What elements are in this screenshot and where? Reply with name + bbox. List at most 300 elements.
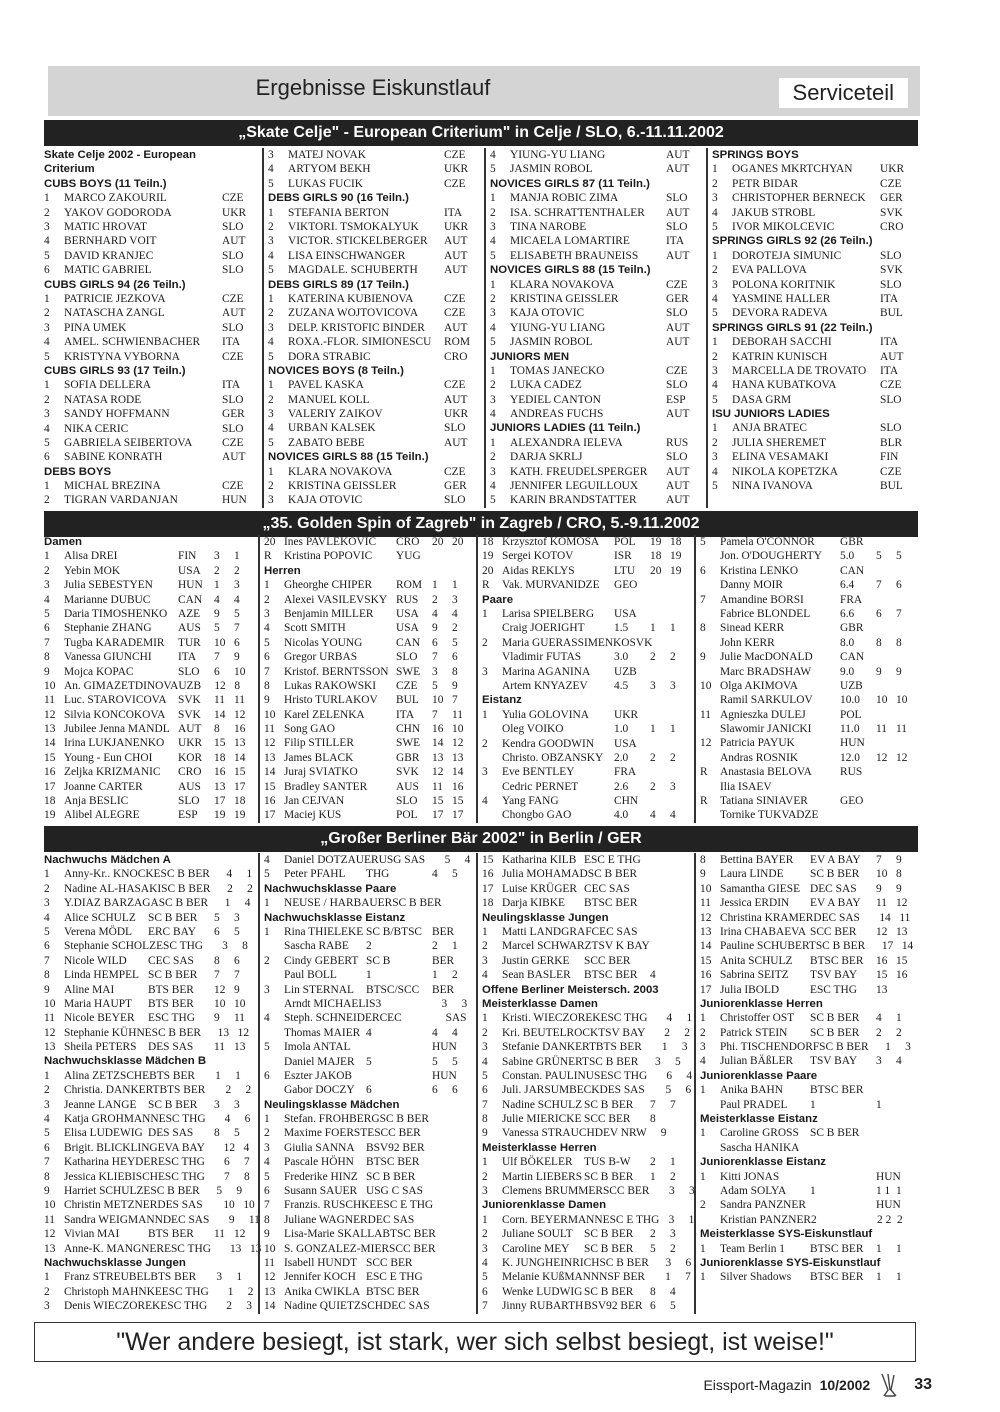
result-row bbox=[44, 939, 254, 953]
country-or-club: POL bbox=[840, 708, 862, 721]
athlete-name: Kristian PANZNER bbox=[720, 1213, 812, 1226]
score-2 bbox=[896, 794, 916, 808]
score-2: 2 bbox=[245, 1084, 252, 1097]
athlete-name: PINA UMEK bbox=[64, 321, 127, 334]
score-2 bbox=[896, 1083, 916, 1097]
score-1 bbox=[876, 650, 896, 664]
rank: 3 bbox=[712, 192, 718, 205]
rank: 15 bbox=[264, 780, 276, 793]
score-1: 17 bbox=[881, 940, 894, 953]
score-2: 2 bbox=[670, 1170, 676, 1183]
score-2: 8 bbox=[896, 868, 902, 881]
result-row bbox=[268, 421, 480, 435]
result-row bbox=[44, 450, 258, 464]
athlete-name: Vanessa STRAUCH bbox=[502, 1127, 595, 1140]
rank: 4 bbox=[268, 249, 274, 262]
score-1 bbox=[876, 708, 896, 722]
country-or-club: BTSC BER bbox=[366, 1156, 420, 1169]
result-row bbox=[482, 1083, 690, 1097]
rank: 3 bbox=[44, 408, 50, 421]
athlete-name: Nadine SCHULZ bbox=[502, 1098, 583, 1111]
athlete-name: Caroline GROSS bbox=[720, 1127, 799, 1140]
score-2 bbox=[452, 1141, 472, 1155]
result-row bbox=[490, 335, 702, 349]
score-2 bbox=[670, 708, 690, 722]
country-or-club: SC B BER bbox=[158, 897, 209, 910]
result-row bbox=[482, 535, 690, 549]
athlete-name: ZABATO BEBE bbox=[288, 436, 365, 449]
result-row bbox=[264, 1112, 472, 1126]
athlete-name: Jessica KLIEBISCH bbox=[64, 1170, 158, 1183]
score-2: 6 bbox=[896, 579, 902, 592]
athlete-name: Song GAO bbox=[284, 723, 335, 736]
country-or-club: ITA bbox=[444, 206, 463, 219]
category-heading: Meisterklasse Damen bbox=[482, 997, 598, 1010]
result-row bbox=[44, 234, 258, 248]
score-2: 7 bbox=[234, 969, 240, 982]
athlete-name: DELP. KRISTOFIC BINDER bbox=[288, 321, 425, 334]
result-row bbox=[44, 578, 254, 592]
rank: 1 bbox=[700, 1127, 706, 1140]
result-row bbox=[264, 722, 472, 736]
category-heading: Meisterklasse SYS-Eiskunstlauf bbox=[700, 1228, 873, 1241]
rank: 3 bbox=[490, 465, 496, 478]
result-row bbox=[482, 780, 690, 794]
score-1: 1 bbox=[215, 1069, 221, 1082]
score-1 bbox=[650, 665, 670, 679]
rank: 2 bbox=[490, 379, 496, 392]
score-1: 1 bbox=[227, 1285, 234, 1298]
athlete-name: JASMIN ROBOL bbox=[510, 336, 593, 349]
results-column bbox=[258, 535, 476, 823]
athlete-name: Oleg VOIKO bbox=[502, 723, 564, 736]
result-row bbox=[268, 436, 480, 450]
country-or-club: SC B BER bbox=[810, 1012, 860, 1025]
score-1: 2 bbox=[650, 1228, 656, 1241]
rank bbox=[700, 751, 720, 765]
result-row bbox=[268, 493, 480, 507]
rank: 9 bbox=[264, 694, 270, 707]
country-or-club: HUN bbox=[840, 737, 865, 750]
score-2: 4 bbox=[670, 809, 676, 822]
rank: 4 bbox=[264, 1156, 270, 1169]
score-1: 9 bbox=[876, 665, 882, 678]
country-or-club: SCC BER bbox=[389, 1242, 436, 1255]
country-or-club: USA bbox=[614, 737, 637, 750]
rank: 13 bbox=[264, 1285, 276, 1298]
category-heading: Juniorenklasse SYS-Eiskunstlauf bbox=[700, 1257, 881, 1270]
score-2: 3 bbox=[234, 911, 240, 924]
country-or-club: SC B BER bbox=[150, 1185, 200, 1198]
rank: 5 bbox=[490, 249, 496, 262]
athlete-name: NINA IVANOVA bbox=[732, 480, 813, 493]
score-2: 10 bbox=[452, 723, 464, 736]
score-2: 2 bbox=[234, 564, 240, 577]
results-column bbox=[40, 535, 258, 823]
rank bbox=[482, 722, 502, 736]
score-1: 5 bbox=[876, 550, 882, 563]
athlete-name: Filip STILLER bbox=[284, 737, 354, 750]
category-heading: Meisterklasse Herren bbox=[482, 1141, 597, 1154]
country-or-club: UKR bbox=[444, 220, 469, 233]
results-column bbox=[484, 148, 706, 508]
result-row bbox=[44, 249, 258, 263]
country-or-club: ESC THG bbox=[600, 1012, 648, 1025]
category-heading: Juniorenklasse Paare bbox=[700, 1069, 818, 1082]
athlete-name: Anastasia BELOVA bbox=[720, 766, 812, 779]
country-or-club: SC B/BTSC bbox=[366, 925, 423, 938]
athlete-name: Agnieszka DULEJ bbox=[720, 708, 806, 721]
athlete-name: Scott SMITH bbox=[284, 622, 346, 635]
score-1 bbox=[650, 896, 670, 910]
athlete-name: Kri. BEUTELROCK bbox=[502, 1026, 599, 1039]
rank: 2 bbox=[268, 480, 274, 493]
result-row bbox=[264, 1011, 472, 1025]
country-or-club: AUT bbox=[222, 451, 246, 464]
country-or-club: BUL bbox=[880, 480, 903, 493]
result-row bbox=[700, 621, 916, 635]
country-or-club bbox=[810, 1198, 876, 1212]
athlete-name: DARJA SKRLJ bbox=[510, 451, 583, 464]
score-2: 15 bbox=[452, 795, 464, 808]
rank: 8 bbox=[700, 622, 706, 635]
result-row bbox=[44, 292, 258, 306]
result-row bbox=[482, 1227, 690, 1241]
rank: 4 bbox=[268, 336, 274, 349]
country-or-club: ISR bbox=[614, 550, 632, 563]
athlete-name: Paul PRADEL bbox=[720, 1098, 788, 1111]
result-row bbox=[44, 1011, 254, 1025]
score-1: 16 bbox=[876, 954, 888, 967]
score-1: 11 bbox=[214, 1228, 225, 1241]
athlete-name: IVOR MIKOLCEVIC bbox=[732, 220, 835, 233]
result-row bbox=[482, 578, 690, 592]
rank: 17 bbox=[700, 983, 712, 996]
rank: 3 bbox=[482, 1185, 488, 1198]
country-or-club: DEC SAS bbox=[367, 1213, 415, 1226]
athlete-name: Jennifer KOCH bbox=[284, 1271, 356, 1284]
rank: 10 bbox=[700, 882, 712, 895]
athlete-name: Tugba KARADEMIR bbox=[64, 636, 165, 649]
score-1: 5 bbox=[216, 1185, 223, 1198]
result-row bbox=[264, 736, 472, 750]
rank: 1 bbox=[44, 550, 50, 563]
athlete-name: Sandra PANZNER bbox=[720, 1199, 806, 1212]
country-or-club: SC B BER bbox=[810, 868, 860, 881]
country-or-club: ESC THG bbox=[157, 1156, 205, 1169]
country-or-club: DES SAS bbox=[148, 1041, 194, 1054]
score-1 bbox=[650, 882, 670, 896]
athlete-name: Susann SAUER bbox=[284, 1185, 358, 1198]
athlete-name: YIUNG-YU LIANG bbox=[510, 321, 606, 334]
score-2: 3 bbox=[452, 593, 458, 606]
athlete-name: Paul BOLL bbox=[284, 969, 337, 982]
rank: 3 bbox=[44, 579, 50, 592]
result-row bbox=[490, 364, 702, 378]
athlete-name: Harriet SCHULZE bbox=[64, 1185, 151, 1198]
athlete-name: JULIA SHEREMET bbox=[732, 436, 826, 449]
score-1: 11 bbox=[214, 1041, 225, 1054]
score-2: 1 bbox=[234, 550, 240, 563]
score-1: 5 bbox=[650, 1242, 656, 1255]
score-1: BER bbox=[432, 954, 455, 967]
rank bbox=[700, 780, 720, 794]
country-or-club: ESC THG bbox=[148, 1012, 195, 1025]
score-2 bbox=[896, 679, 916, 693]
country-or-club: SWE bbox=[396, 737, 421, 750]
rank: 9 bbox=[44, 983, 50, 996]
score-2 bbox=[452, 925, 472, 939]
country-or-club: BTSC BER bbox=[810, 1084, 864, 1097]
result-row bbox=[712, 263, 916, 277]
rank: 4 bbox=[490, 321, 496, 334]
result-row bbox=[482, 882, 690, 896]
country-or-club: DES SAS bbox=[148, 1127, 194, 1140]
athlete-name: Juraj SVIATKO bbox=[284, 766, 358, 779]
score-2: 4 bbox=[670, 1285, 676, 1298]
rank: 7 bbox=[482, 1300, 488, 1313]
rank: 5 bbox=[44, 436, 50, 449]
result-row bbox=[490, 436, 702, 450]
result-row bbox=[268, 465, 480, 479]
country-or-club: ESP bbox=[666, 393, 686, 406]
rank: 9 bbox=[44, 1185, 50, 1198]
country-or-club: UKR bbox=[614, 708, 639, 721]
result-row bbox=[700, 665, 916, 679]
results-column bbox=[40, 853, 262, 1314]
athlete-name: DAVID KRANJEC bbox=[64, 249, 154, 262]
country-or-club: SC B BER bbox=[584, 1098, 634, 1111]
rank: 2 bbox=[264, 954, 270, 967]
rank: 5 bbox=[490, 494, 496, 507]
skater-logo-icon bbox=[878, 1372, 900, 1398]
athlete-name: Jan CEJVAN bbox=[284, 795, 345, 808]
country-or-club: SC B BER bbox=[366, 1170, 416, 1183]
rank: 2 bbox=[264, 593, 270, 606]
score-1: 2 bbox=[876, 1026, 882, 1039]
score-2 bbox=[452, 549, 472, 563]
country-or-club: SLO bbox=[178, 665, 200, 678]
country-or-club: AUT bbox=[666, 249, 690, 262]
category-heading: Nachwuchsklasse Mädchen B bbox=[44, 1055, 207, 1068]
athlete-name: Danny MOIR bbox=[720, 579, 783, 592]
result-row bbox=[700, 954, 916, 968]
athlete-name: MANUEL KOLL bbox=[288, 393, 370, 406]
athlete-name: LUKA CADEZ bbox=[510, 379, 582, 392]
event-results-celje bbox=[40, 148, 920, 508]
rank: 1 bbox=[712, 163, 718, 176]
result-row bbox=[44, 436, 258, 450]
rank bbox=[700, 693, 720, 707]
score-2: 3 bbox=[670, 1228, 676, 1241]
result-row bbox=[700, 1198, 916, 1212]
athlete-name: MANJA ROBIC ZIMA bbox=[510, 192, 619, 205]
country-or-club: YUG bbox=[396, 550, 421, 563]
athlete-name: Anika CWIKLA bbox=[284, 1285, 361, 1298]
category-heading: NOVICES GIRLS 88 (15 Teiln.) bbox=[490, 264, 651, 277]
rank: 9 bbox=[700, 868, 706, 881]
result-row bbox=[264, 1055, 472, 1069]
result-row bbox=[268, 479, 480, 493]
athlete-name: Christoph MAHNKE bbox=[64, 1285, 162, 1298]
athlete-name: Marianne DUBUC bbox=[64, 593, 151, 606]
athlete-name: KATERINA KUBIENOVA bbox=[288, 292, 414, 305]
rank: 7 bbox=[44, 954, 50, 967]
athlete-name: Verena MÖDL bbox=[64, 925, 133, 938]
athlete-name: Daniel DOTZAUER bbox=[284, 854, 379, 866]
result-row bbox=[268, 321, 480, 335]
athlete-name: Anita SCHULZ bbox=[720, 954, 793, 967]
result-row bbox=[264, 535, 472, 549]
athlete-name: KAJA OTOVIC bbox=[510, 307, 585, 320]
rank: 2 bbox=[700, 1026, 706, 1039]
result-row bbox=[44, 549, 254, 563]
athlete-name: Rina THIELEKE bbox=[284, 925, 364, 938]
result-row bbox=[700, 693, 916, 707]
country-or-club: AUT bbox=[444, 264, 468, 277]
country-or-club: SLO bbox=[666, 192, 688, 205]
result-row bbox=[482, 1270, 690, 1284]
result-row bbox=[44, 765, 254, 779]
score-1 bbox=[432, 1256, 452, 1270]
score-1: 5 bbox=[665, 1084, 672, 1097]
result-row bbox=[44, 736, 254, 750]
rank: 12 bbox=[700, 737, 712, 750]
athlete-name: Frederike HINZ bbox=[284, 1170, 358, 1183]
country-or-club: SLO bbox=[222, 249, 244, 262]
score-1: 17 bbox=[432, 809, 444, 822]
score-1: HUN bbox=[876, 1170, 901, 1183]
score-2: 8 bbox=[234, 679, 241, 692]
country-or-club: 3 bbox=[375, 997, 382, 1010]
score-2 bbox=[896, 765, 916, 779]
score-1: 2 bbox=[432, 593, 438, 606]
rank: 2 bbox=[44, 206, 50, 219]
score-2: 9 bbox=[896, 665, 902, 678]
score-1 bbox=[876, 593, 896, 607]
score-1: 6 bbox=[432, 1084, 438, 1097]
result-row bbox=[268, 206, 480, 220]
score-2 bbox=[896, 1170, 916, 1184]
rank: 2 bbox=[264, 1127, 270, 1140]
country-or-club: USA bbox=[396, 607, 419, 620]
score-1: 5 bbox=[432, 1055, 438, 1068]
rank: 1 bbox=[44, 868, 50, 881]
country-or-club: CZE bbox=[444, 149, 466, 161]
rank: 3 bbox=[264, 983, 270, 996]
rank: 8 bbox=[264, 679, 270, 692]
country-or-club: SLO bbox=[222, 264, 244, 277]
results-column bbox=[258, 853, 476, 1314]
result-row bbox=[490, 278, 702, 292]
score-2 bbox=[670, 954, 690, 968]
score-1: 1 1 bbox=[876, 1185, 891, 1198]
score-2 bbox=[896, 1126, 916, 1140]
athlete-name: Vanessa GIUNCHI bbox=[64, 651, 152, 664]
result-row bbox=[490, 234, 702, 248]
score-1: 11 bbox=[876, 897, 887, 910]
rank: 5 bbox=[264, 868, 270, 881]
result-row bbox=[700, 549, 916, 563]
country-or-club: AUT bbox=[666, 336, 690, 349]
country-or-club: 3.0 bbox=[614, 651, 629, 664]
score-2: 1 bbox=[896, 1271, 902, 1284]
result-row bbox=[44, 422, 258, 436]
rank bbox=[700, 1098, 720, 1112]
score-2: 4 bbox=[243, 1141, 250, 1154]
athlete-name: Alibel ALEGRE bbox=[64, 809, 140, 822]
score-1: 1 bbox=[876, 1098, 882, 1111]
athlete-name: Melanie KUßMANN bbox=[502, 1271, 600, 1284]
result-row bbox=[700, 636, 916, 650]
rank: 2 bbox=[482, 1026, 488, 1039]
score-2: 4 bbox=[896, 1055, 902, 1068]
result-row bbox=[490, 191, 702, 205]
rank: 5 bbox=[712, 480, 718, 493]
athlete-name: Maxime FOERSTE bbox=[284, 1127, 375, 1140]
result-row bbox=[44, 263, 258, 277]
category-heading: DEBS BOYS bbox=[44, 465, 112, 478]
rank: 19 bbox=[44, 809, 56, 822]
country-or-club bbox=[366, 1040, 432, 1054]
rank: 4 bbox=[44, 336, 50, 349]
score-2: 5 bbox=[234, 1127, 240, 1140]
result-row bbox=[700, 808, 916, 822]
country-or-club: SVK bbox=[178, 708, 201, 721]
score-1: 2 bbox=[664, 1026, 670, 1039]
country-or-club: SC B BER bbox=[148, 969, 198, 982]
result-row bbox=[700, 867, 916, 881]
result-row bbox=[712, 465, 916, 479]
athlete-name: Benjamin MILLER bbox=[284, 607, 374, 620]
score-2: 1 bbox=[235, 1069, 241, 1082]
score-2: 11 bbox=[248, 1213, 260, 1226]
score-2: 18 bbox=[234, 795, 246, 808]
result-row bbox=[44, 1198, 254, 1212]
athlete-name: Daria TIMOSHENKO bbox=[64, 607, 168, 620]
country-or-club: RUS bbox=[666, 436, 689, 449]
country-or-club: AUT bbox=[880, 350, 904, 363]
results-column bbox=[694, 853, 920, 1314]
athlete-name: Linda HEMPEL bbox=[64, 969, 139, 982]
result-row bbox=[44, 493, 258, 507]
country-or-club: ITA bbox=[666, 235, 685, 248]
country-or-club: SC B bbox=[366, 954, 391, 967]
result-row bbox=[490, 306, 702, 320]
athlete-name: Krzysztof KOMOSA bbox=[502, 536, 600, 548]
category-heading: CUBS GIRLS 94 (26 Teiln.) bbox=[44, 278, 186, 291]
result-row bbox=[482, 1170, 690, 1184]
rank: 9 bbox=[264, 1228, 270, 1241]
athlete-name: MARCELLA DE TROVATO bbox=[732, 364, 867, 377]
athlete-name: Anny-Kr.. KNOCKE bbox=[64, 868, 161, 881]
athlete-name: Eszter JAKOB bbox=[284, 1069, 353, 1082]
country-or-club: 6.6 bbox=[840, 607, 855, 620]
score-1 bbox=[876, 808, 896, 822]
result-row bbox=[482, 765, 690, 779]
rank: 1 bbox=[482, 708, 488, 721]
country-or-club: CAN bbox=[840, 564, 865, 577]
score-2: 8 bbox=[242, 940, 248, 953]
result-row bbox=[268, 393, 480, 407]
result-row bbox=[700, 1213, 916, 1227]
country-or-club: SLO bbox=[222, 422, 244, 435]
score-2 bbox=[896, 983, 916, 997]
rank: 18 bbox=[482, 897, 494, 910]
country-or-club: 1 bbox=[810, 1185, 816, 1198]
result-row bbox=[268, 220, 480, 234]
score-2: 10 bbox=[243, 1199, 255, 1212]
